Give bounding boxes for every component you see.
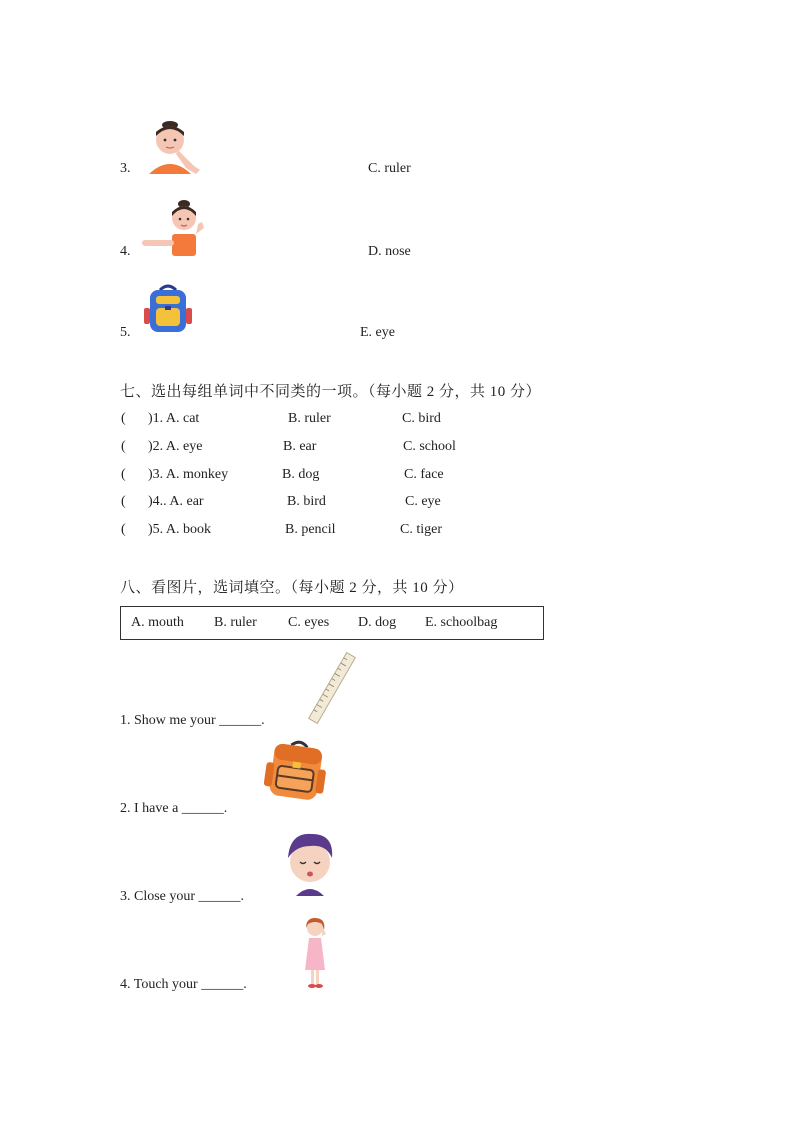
question-number: )3. A. monkey (148, 467, 229, 482)
section7-title: 七、选出每组单词中不同类的一项。（每小题 2 分，共 10 分） (120, 384, 542, 400)
question-number: )5. A. book (148, 522, 211, 537)
girl-touching-ear-image (300, 916, 330, 990)
answer-paren: ( (121, 467, 126, 482)
option-b: B. pencil (285, 522, 336, 537)
girl-pointing-image (140, 198, 212, 258)
answer-paren: ( (121, 439, 126, 454)
sentence-3: 3. Close your ______. (120, 889, 245, 904)
blue-schoolbag-image (144, 282, 192, 334)
option-c: C. school (403, 439, 456, 454)
answer-paren: ( (121, 522, 126, 537)
boy-closed-eyes-image (282, 828, 338, 898)
option-c: C. eye (405, 494, 441, 509)
section8-title: 八、看图片，选词填空。（每小题 2 分，共 10 分） (120, 580, 464, 596)
question-number: )4.. A. ear (148, 494, 204, 509)
question-number: )1. A. cat (148, 411, 200, 426)
option-c: C. bird (402, 411, 441, 426)
answer-paren: ( (121, 494, 126, 509)
word-bank-option-a: A. mouth (131, 615, 184, 630)
matching-option-d: D. nose (368, 244, 411, 259)
word-bank-option-b: B. ruler (214, 615, 257, 630)
matching-option-c: C. ruler (368, 161, 411, 176)
matching-option-e: E. eye (360, 325, 395, 340)
matching-number-5: 5. (120, 325, 131, 340)
sentence-4: 4. Touch your ______. (120, 977, 247, 992)
sentence-2: 2. I have a ______. (120, 801, 228, 816)
answer-paren: ( (121, 411, 126, 426)
option-b: B. ruler (288, 411, 331, 426)
option-c: C. face (404, 467, 444, 482)
word-bank-option-d: D. dog (358, 615, 397, 630)
option-b: B. bird (287, 494, 326, 509)
matching-number-4: 4. (120, 244, 131, 259)
option-b: B. ear (283, 439, 317, 454)
orange-schoolbag-image (262, 736, 330, 804)
ruler-image (306, 650, 358, 726)
girl-touching-cheek-image (146, 120, 202, 176)
option-b: B. dog (282, 467, 320, 482)
sentence-1: 1. Show me your ______. (120, 713, 265, 728)
question-number: )2. A. eye (148, 439, 203, 454)
word-bank-option-e: E. schoolbag (425, 615, 498, 630)
word-bank-option-c: C. eyes (288, 615, 330, 630)
matching-number-3: 3. (120, 161, 131, 176)
option-c: C. tiger (400, 522, 442, 537)
